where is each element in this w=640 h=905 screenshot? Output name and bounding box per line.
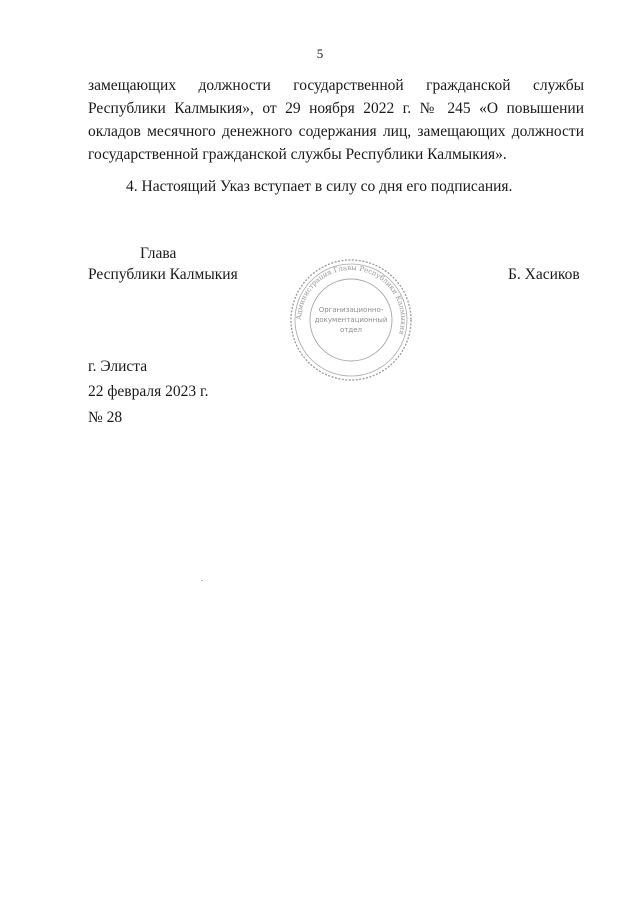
seal-ring-text: Администрация Главы Республики Калмыкия [294,263,408,336]
scan-speck [201,580,203,581]
document-place: г. Элиста [88,358,148,375]
seal-center-line1: Организационно- [318,306,384,314]
seal-graphic [286,255,416,385]
seal-center-line3: отдел [340,326,362,334]
clause-4-paragraph: 4. Настоящий Указ вступает в силу со дня его подписания. [126,178,513,195]
official-seal-icon [286,255,416,385]
page-number: 5 [316,46,324,61]
signatory-name: Б. Хасиков [508,266,580,283]
document-date: 22 февраля 2023 г. [88,383,209,400]
seal-center-line2: документационный [314,316,388,324]
signatory-title-line1: Глава [140,245,177,262]
signatory-title-line2: Республики Калмыкия [88,266,238,283]
document-number: № 28 [88,409,123,426]
continued-paragraph: замещающих должности государственной гражданской службы Республики Калмыкия», от 29 ноября 2022 г. № 245 «О повышении окладов месячного денежного содержания лиц, замещающих должности государственной гражданской службы Республики Калмыкия». [88,77,584,163]
